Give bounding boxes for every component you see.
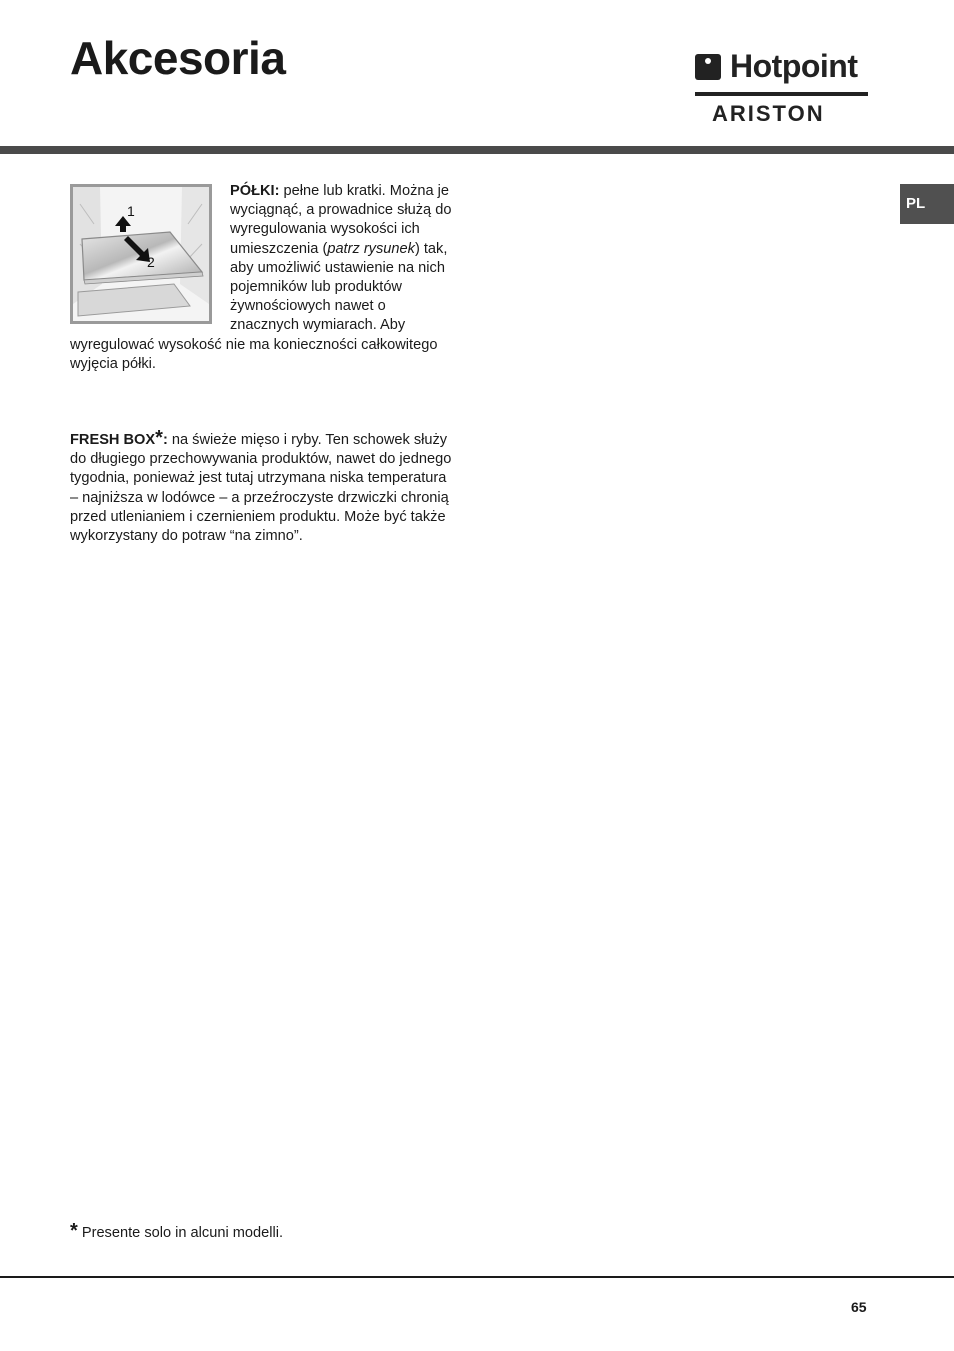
footnote <box>70 1220 284 1243</box>
logo-divider <box>695 92 868 96</box>
hotpoint-ariston-logo <box>694 48 868 126</box>
shelves-figure-reference: patrz rysunek <box>327 240 415 257</box>
footnote-text: Presente solo in alcuni modelli. <box>77 1225 284 1241</box>
figure-wrap-spacer <box>70 182 230 335</box>
shelves-section <box>70 182 455 374</box>
footnote-asterisk: * <box>70 1220 78 1242</box>
page-title: Akcesoria <box>70 32 286 84</box>
shelves-body-2: ) tak, aby umożliwić ustawienie na nich pojemników lub produktów żywnościowych nawet o znacznych wymiarach. Aby wyregulować wysokość nie ma konieczności całkowitego wyjęcia półki. <box>70 240 448 372</box>
logo-brand-bottom: ARISTON <box>712 101 825 126</box>
freshbox-colon: : <box>162 432 168 448</box>
freshbox-asterisk: * <box>155 427 163 449</box>
freshbox-body: na świeże mięso i ryby. Ten schowek służy do długiego przechowywania produktów, nawet do jednego tygodnia, ponieważ jest tutaj utrzymana niska temperatura – najniższa w lodówce – a przeźroczyste drzwiczki chronią przed utlenianiem i czernieniem produktu. Może być także wykorzystany do potraw “na zimno”. <box>70 432 452 545</box>
footer-rule <box>0 1276 954 1278</box>
figure-label-1: 1 <box>127 203 135 219</box>
shelves-body-1: pełne lub kratki. Można je wyciągnąć, a prowadnice służą do wyregulowania wysokości ich umieszczenia ( <box>230 183 452 257</box>
hotpoint-logo-mark-icon <box>695 54 721 80</box>
freshbox-heading: FRESH BOX <box>70 432 156 448</box>
logo-brand-top: Hotpoint <box>730 48 858 84</box>
page-number: 65 <box>851 1299 867 1315</box>
figure-label-2: 2 <box>147 254 155 270</box>
shelves-heading: PÓŁKI: <box>230 183 280 199</box>
language-tab: PL <box>900 184 954 224</box>
header-rule <box>0 146 954 154</box>
freshbox-section <box>70 427 455 546</box>
